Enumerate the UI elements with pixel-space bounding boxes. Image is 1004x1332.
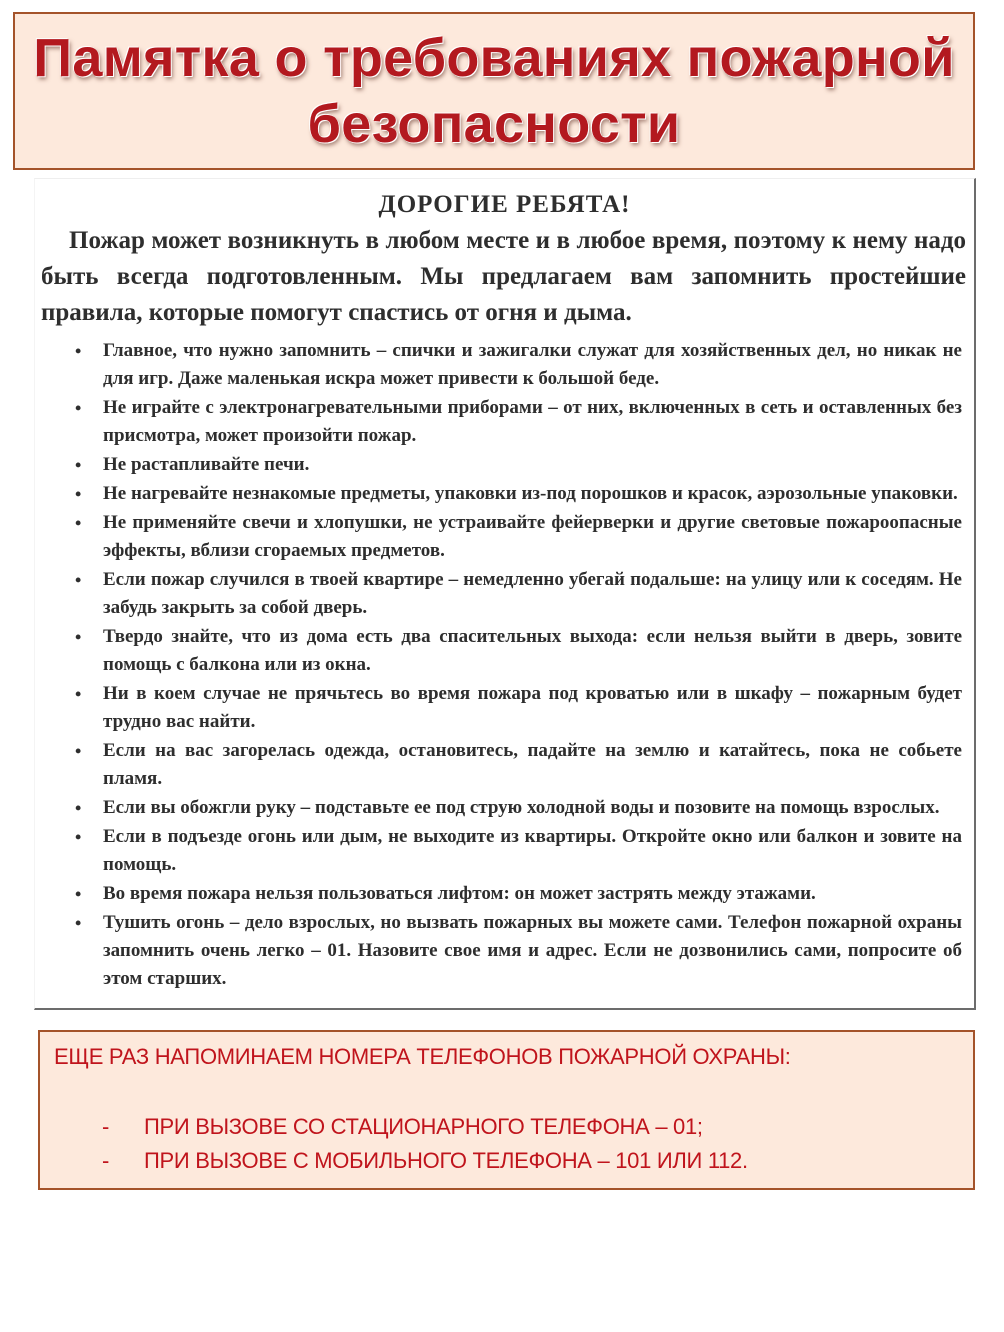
rule-text: Если пожар случился в твоей квартире – немедленно убегай подальше: на улицу или к соседям. Не забудь закрыть за собой дверь. [103, 569, 962, 618]
rule-text: Не играйте с электронагревательными приборами – от них, включенных в сеть и оставленных без присмотра, может произойти пожар. [103, 397, 962, 446]
bullet-icon: • [75, 398, 82, 418]
intro-paragraph: Пожар может возникнуть в любом месте и в любое время, поэтому к нему надо быть всегда подготовленным. Мы предлагаем вам запомнить простейшие правила, которые помогут спастись от огня и дыма. [41, 227, 966, 326]
document-heading: ДОРОГИЕ РЕБЯТА! [378, 191, 631, 218]
rule-text: Главное, что нужно запомнить – спички и зажигалки служат для хозяйственных дел, но никак не для игр. Даже маленькая искра может привести к большой беде. [103, 340, 962, 389]
bullet-icon: • [75, 741, 82, 761]
scanned-document [34, 178, 976, 1010]
dash-marker: - [102, 1114, 110, 1139]
bullet-icon: • [75, 627, 82, 647]
bullet-icon: • [75, 798, 82, 818]
rule-item [73, 451, 962, 479]
bullet-icon: • [75, 827, 82, 847]
rule-item [73, 823, 962, 879]
rule-text: Твердо знайте, что из дома есть два спасительных выхода: если нельзя выйти в дверь, зовите помощь с балкона или из окна. [103, 626, 962, 675]
bullet-icon: • [75, 455, 82, 475]
rule-text: Если в подъезде огонь или дым, не выходите из квартиры. Откройте окно или балкон и зовите на помощь. [103, 826, 962, 875]
rule-item [73, 680, 962, 736]
phone-reminder-heading: ЕЩЕ РАЗ НАПОМИНАЕМ НОМЕРА ТЕЛЕФОНОВ ПОЖАРНОЙ ОХРАНЫ: [54, 1044, 791, 1069]
phone-reminder-box [38, 1030, 975, 1190]
page-title-line-1: Памятка о требованиях пожарной [33, 28, 955, 88]
title-banner [13, 12, 975, 170]
phone-item-landline [102, 1110, 959, 1144]
rule-text: Не растапливайте печи. [103, 454, 310, 475]
bullet-icon: • [75, 684, 82, 704]
rule-text: Не применяйте свечи и хлопушки, не устраивайте фейерверки и другие световые пожароопасные эффекты, вблизи сгораемых предметов. [103, 512, 962, 561]
phone-list [54, 1110, 959, 1178]
rule-text: Если на вас загорелась одежда, остановитесь, падайте на землю и катайтесь, пока не собьете пламя. [103, 740, 962, 789]
bullet-icon: • [75, 513, 82, 533]
rule-item [73, 794, 962, 822]
rules-list [73, 337, 962, 993]
rule-item [73, 337, 962, 393]
rule-text: Не нагревайте незнакомые предметы, упаковки из-под порошков и красок, аэрозольные упаковки. [103, 483, 958, 504]
dash-marker: - [102, 1148, 110, 1173]
rule-item [73, 737, 962, 793]
rule-item [73, 880, 962, 908]
bullet-icon: • [75, 484, 82, 504]
rule-text: Во время пожара нельзя пользоваться лифтом: он может застрять между этажами. [103, 883, 816, 904]
page-title-line-2: безопасности [307, 94, 681, 154]
rule-text: Тушить огонь – дело взрослых, но вызвать пожарных вы можете сами. Телефон пожарной охраны запомнить очень легко – 01. Назовите свое имя и адрес. Если не дозвонились сами, попросите об этом старших. [103, 912, 962, 989]
rule-item [73, 394, 962, 450]
bullet-icon: • [75, 884, 82, 904]
rule-text: Ни в коем случае не прячьтесь во время пожара под кроватью или в шкафу – пожарным будет трудно вас найти. [103, 683, 962, 732]
bullet-icon: • [75, 341, 82, 361]
bullet-icon: • [75, 913, 82, 933]
phone-item-text: ПРИ ВЫЗОВЕ С МОБИЛЬНОГО ТЕЛЕФОНА – 101 ИЛИ 112. [144, 1148, 748, 1173]
rule-item [73, 509, 962, 565]
bullet-icon: • [75, 570, 82, 590]
rule-text: Если вы обожгли руку – подставьте ее под струю холодной воды и позовите на помощь взрослых. [103, 797, 940, 818]
rule-item [73, 909, 962, 993]
rule-item [73, 480, 962, 508]
phone-item-text: ПРИ ВЫЗОВЕ СО СТАЦИОНАРНОГО ТЕЛЕФОНА – 01; [144, 1114, 703, 1139]
rule-item [73, 566, 962, 622]
rule-item [73, 623, 962, 679]
phone-item-mobile [102, 1144, 959, 1178]
